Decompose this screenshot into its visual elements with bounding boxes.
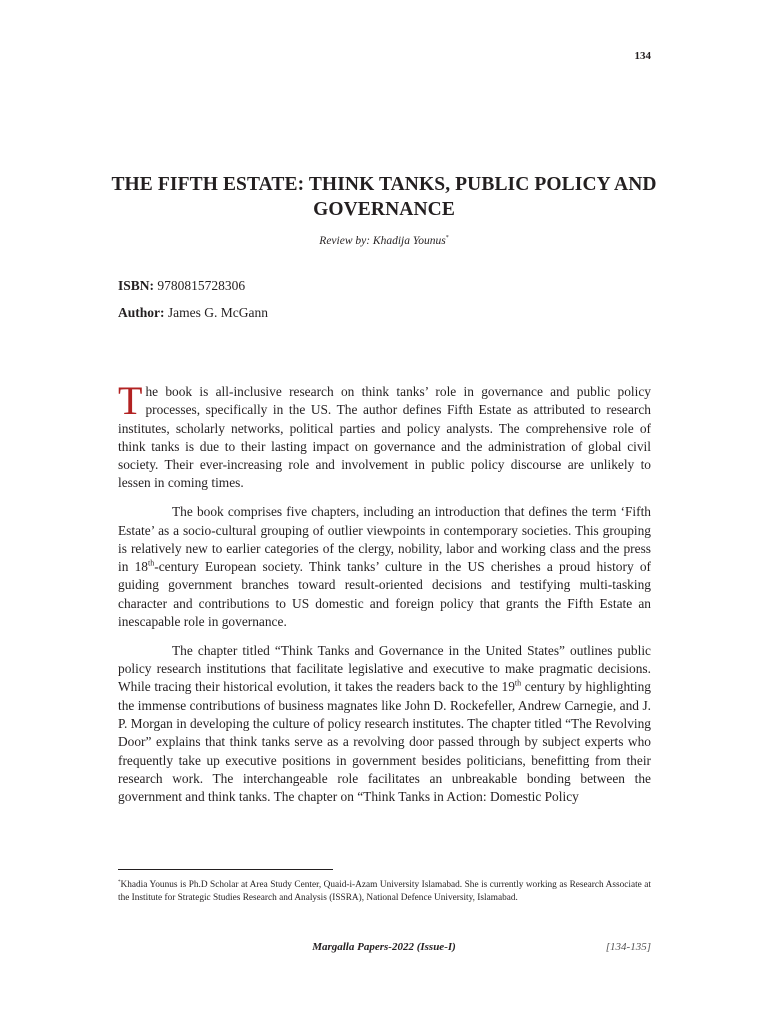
footnote — [118, 877, 651, 904]
journal-footer: Margalla Papers-2022 (Issue-I) — [312, 941, 456, 953]
drop-cap: T — [118, 378, 143, 423]
paragraph-3-superscript: th — [514, 678, 522, 688]
isbn-line — [118, 278, 245, 294]
paragraph-2-text-b: -century European society. Think tanks’ culture in the US cherishes a proud history of guiding government branches toward result-oriented decisions and testifying multi-tasking character and contributions to US domestic and foreign policy that grants the Fifth Estate an inescapable role in governance. — [118, 559, 652, 630]
paragraph-2 — [118, 503, 651, 631]
isbn-value: 9780815728306 — [157, 278, 246, 293]
paragraph-3 — [118, 642, 651, 807]
paragraph-2-superscript: th — [148, 558, 155, 568]
page-number: 134 — [634, 50, 651, 62]
author-line — [118, 305, 268, 321]
paragraph-2-text-a: The book comprises five chapters, including an introduction that defines the term ‘Fifth Estate’ as a socio-cultural grouping of outlier viewpoints in contemporary societies. This grouping is relatively new to earlier categories of the clergy, nobility, labor and working class and the press in 18 — [118, 504, 651, 575]
author-value: James G. McGann — [167, 305, 268, 320]
paragraph-1 — [118, 378, 651, 493]
paragraph-3-text-a: The chapter titled “Think Tanks and Governance in the United States” outlines public policy research institutions that facilitate legislative and executive to make pragmatic decisions. While tracing their historical evolution, it takes the readers back to the 19 — [118, 642, 651, 695]
footnote-text: Khadia Younus is Ph.D Scholar at Area Study Center, Quaid-i-Azam University Islamabad. She is currently working as Research Associate at the Institute for Strategic Studies Research and Analysis (ISSRA), National Defence University, Islamabad. — [118, 880, 651, 903]
reviewer-footnote-mark: * — [445, 235, 449, 242]
paragraph-1-text: he book is all-inclusive research on think tanks’ role in governance and public policy processes, specifically in the US. The author defines Fifth Estate as attributed to research institutes, scholarly networks, political parties and policy analysts. The comprehensive role of think tanks is due to their lasting impact on governance and the administration of global civil society. Their ever-increasing role and involvement in public policy discourse are unlikely to lessen in coming times. — [118, 384, 651, 491]
article-title: THE FIFTH ESTATE: THINK TANKS, PUBLIC POLICY AND GOVERNANCE — [111, 174, 657, 220]
reviewer-name: Review by: Khadija Younus — [319, 235, 446, 247]
isbn-label: ISBN: — [118, 278, 155, 293]
footnote-mark: * — [118, 880, 121, 885]
author-label: Author: — [118, 305, 165, 320]
page-range: [134-135] — [605, 941, 651, 953]
paragraph-3-text-b: century by highlighting the immense contributions of business magnates like John D. Rockefeller, Andrew Carnegie, and J. P. Morgan in developing the culture of policy research institutes. The chapter titled “The Revolving Door” explains that think tanks serve as a revolving door passed through by subject experts who frequently take up executive positions in government besides politicians, benefitting from their research work. The interchangeable role facilitates an unbreakable bonding between the government and think tanks. The chapter on “Think Tanks in Action: Domestic Policy — [118, 679, 651, 805]
footnote-divider — [118, 869, 333, 870]
article-body — [118, 378, 652, 817]
reviewer-line — [118, 235, 650, 247]
